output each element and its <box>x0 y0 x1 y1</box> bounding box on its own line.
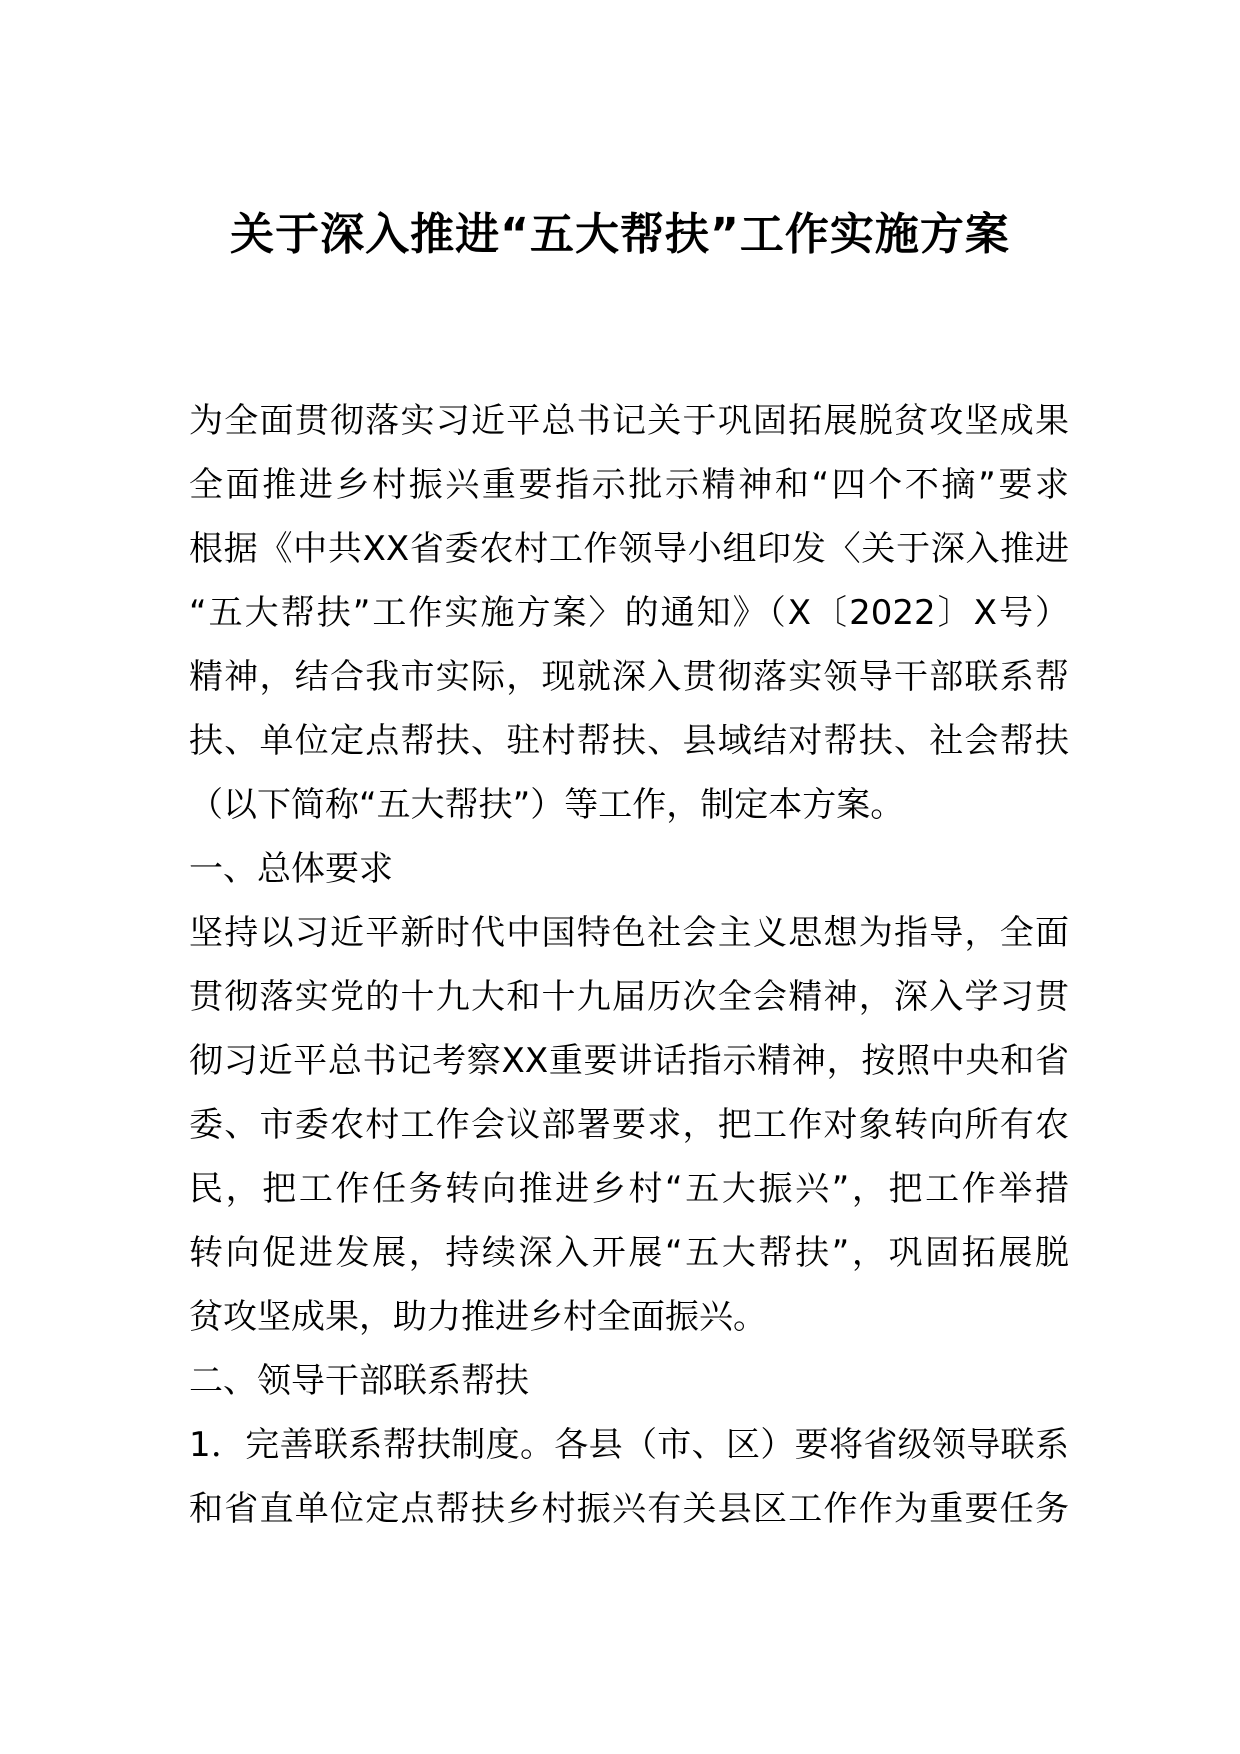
paragraph-line: 和省直单位定点帮扶乡村振兴有关县区工作作为重要任务 <box>189 1489 1069 1529</box>
paragraph-line: 全面推进乡村振兴重要指示批示精神和“四个不摘”要求 <box>189 465 1069 505</box>
paragraph-line: 贯彻落实党的十九大和十九届历次全会精神，深入学习贯 <box>189 977 1069 1017</box>
paragraph-line: 扶、单位定点帮扶、驻村帮扶、县域结对帮扶、社会帮扶 <box>189 721 1069 761</box>
paragraph-line: 贫攻坚成果，助力推进乡村全面振兴。 <box>189 1297 767 1337</box>
paragraph-line: “五大帮扶”工作实施方案〉的通知》（X〔2022〕X号） <box>189 593 1069 633</box>
document-title: 关于深入推进“五大帮扶”工作实施方案 <box>230 209 1010 260</box>
paragraph-line: （以下简称“五大帮扶”）等工作，制定本方案。 <box>189 785 905 825</box>
section-heading: 一、总体要求 <box>189 849 393 889</box>
paragraph-line: 坚持以习近平新时代中国特色社会主义思想为指导，全面 <box>189 913 1069 953</box>
paragraph-line: 委、市委农村工作会议部署要求，把工作对象转向所有农 <box>189 1105 1069 1145</box>
paragraph-line: 1．完善联系帮扶制度。各县（市、区）要将省级领导联系 <box>189 1425 1069 1465</box>
paragraph-line: 转向促进发展，持续深入开展“五大帮扶”，巩固拓展脱 <box>189 1233 1069 1273</box>
section-heading: 二、领导干部联系帮扶 <box>189 1361 529 1401</box>
paragraph-line: 根据《中共XX省委农村工作领导小组印发〈关于深入推进 <box>189 529 1069 569</box>
paragraph-line: 民，把工作任务转向推进乡村“五大振兴”，把工作举措 <box>189 1169 1069 1209</box>
paragraph-line: 彻习近平总书记考察XX重要讲话指示精神，按照中央和省 <box>189 1041 1069 1081</box>
paragraph-line: 为全面贯彻落实习近平总书记关于巩固拓展脱贫攻坚成果 <box>189 401 1069 441</box>
paragraph-line: 精神，结合我市实际，现就深入贯彻落实领导干部联系帮 <box>189 657 1069 697</box>
